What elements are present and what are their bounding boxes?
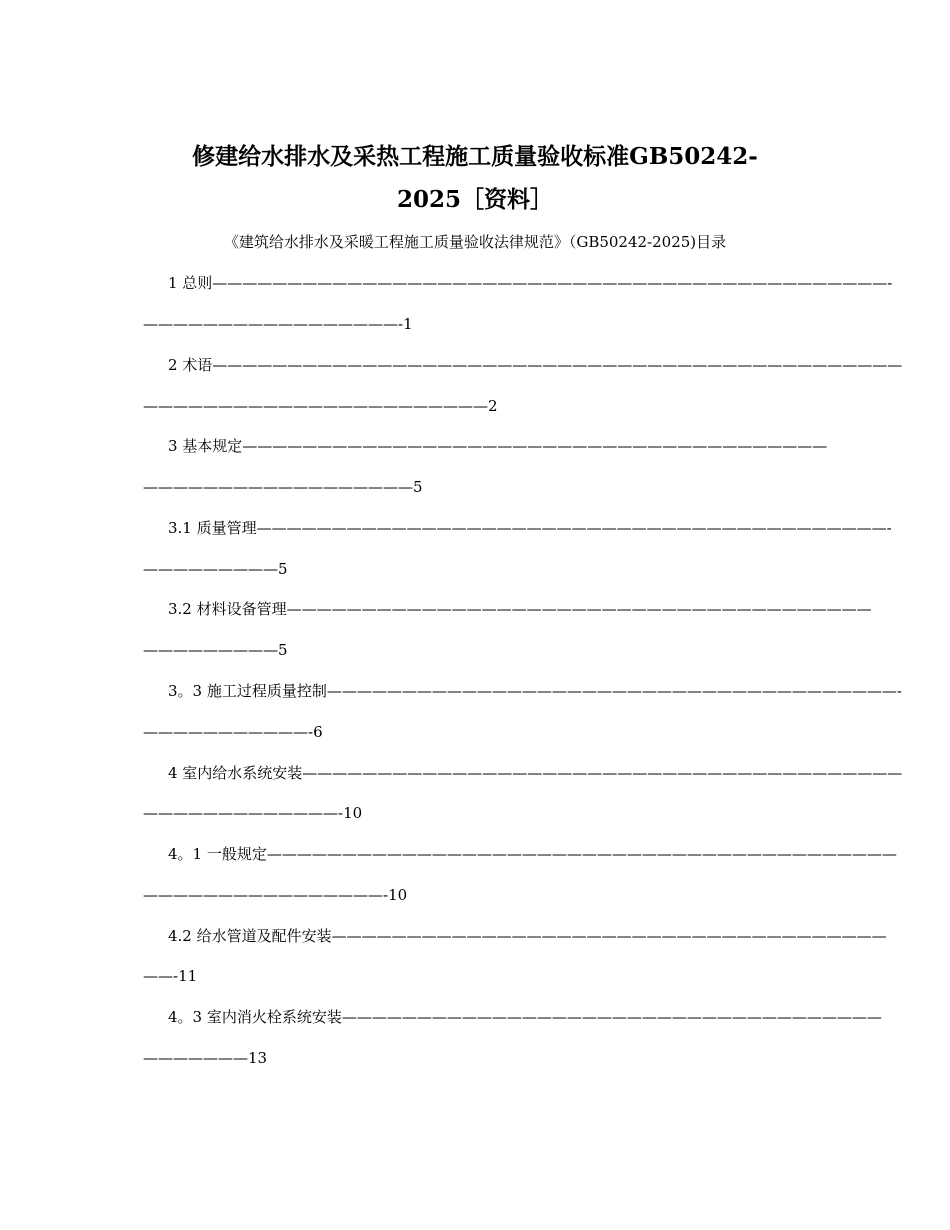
toc-entry-text: 4。3 室内消火栓系统安装————————————————————————————————————	[168, 1008, 882, 1026]
toc-entry-text: 3.1 质量管理——————————————————————————————————————————-	[168, 519, 892, 537]
toc-entry-text: 3.2 材料设备管理———————————————————————————————————————	[168, 600, 872, 618]
toc-entry-page: ———————————-6	[143, 723, 323, 741]
toc-entry-text: 2 术语——————————————————————————————————————————————	[168, 356, 903, 374]
toc-entry-text: 3。3 施工过程质量控制——————————————————————————————————————-	[168, 682, 902, 700]
toc-entry-text: 1 总则—————————————————————————————————————————————-	[168, 274, 893, 292]
toc-entry-page: —————————5	[143, 560, 288, 578]
toc-entry-page: —————————5	[143, 641, 288, 659]
toc-entry-page: ——-11	[143, 967, 198, 985]
toc-entry-text: 3 基本规定———————————————————————————————————————	[168, 437, 828, 455]
document-title-line-1: 修建给水排水及采热工程施工质量验收标准GB50242-	[192, 143, 758, 170]
toc-entry-text: 4.2 给水管道及配件安装—————————————————————————————————————	[168, 927, 887, 945]
toc-entry-page: ———————————————————————2	[143, 397, 498, 415]
toc-entry-page: —————————————————-1	[143, 315, 413, 333]
toc-heading: 《建筑给水排水及采暖工程施工质量验收法律规范》（GB50242-2025)目录	[223, 233, 727, 251]
document-title-line-2: 2025［资料］	[396, 186, 553, 213]
toc-entry-text: 4 室内给水系统安装————————————————————————————————————————	[168, 764, 903, 782]
toc-entry-page: ————————————————-10	[143, 886, 408, 904]
toc-entry-page: ——————————————————5	[143, 478, 423, 496]
toc-entry-page: ———————13	[143, 1049, 268, 1067]
toc-entry-text: 4。1 一般规定——————————————————————————————————————————	[168, 845, 897, 863]
toc-entry-page: —————————————-10	[143, 804, 363, 822]
